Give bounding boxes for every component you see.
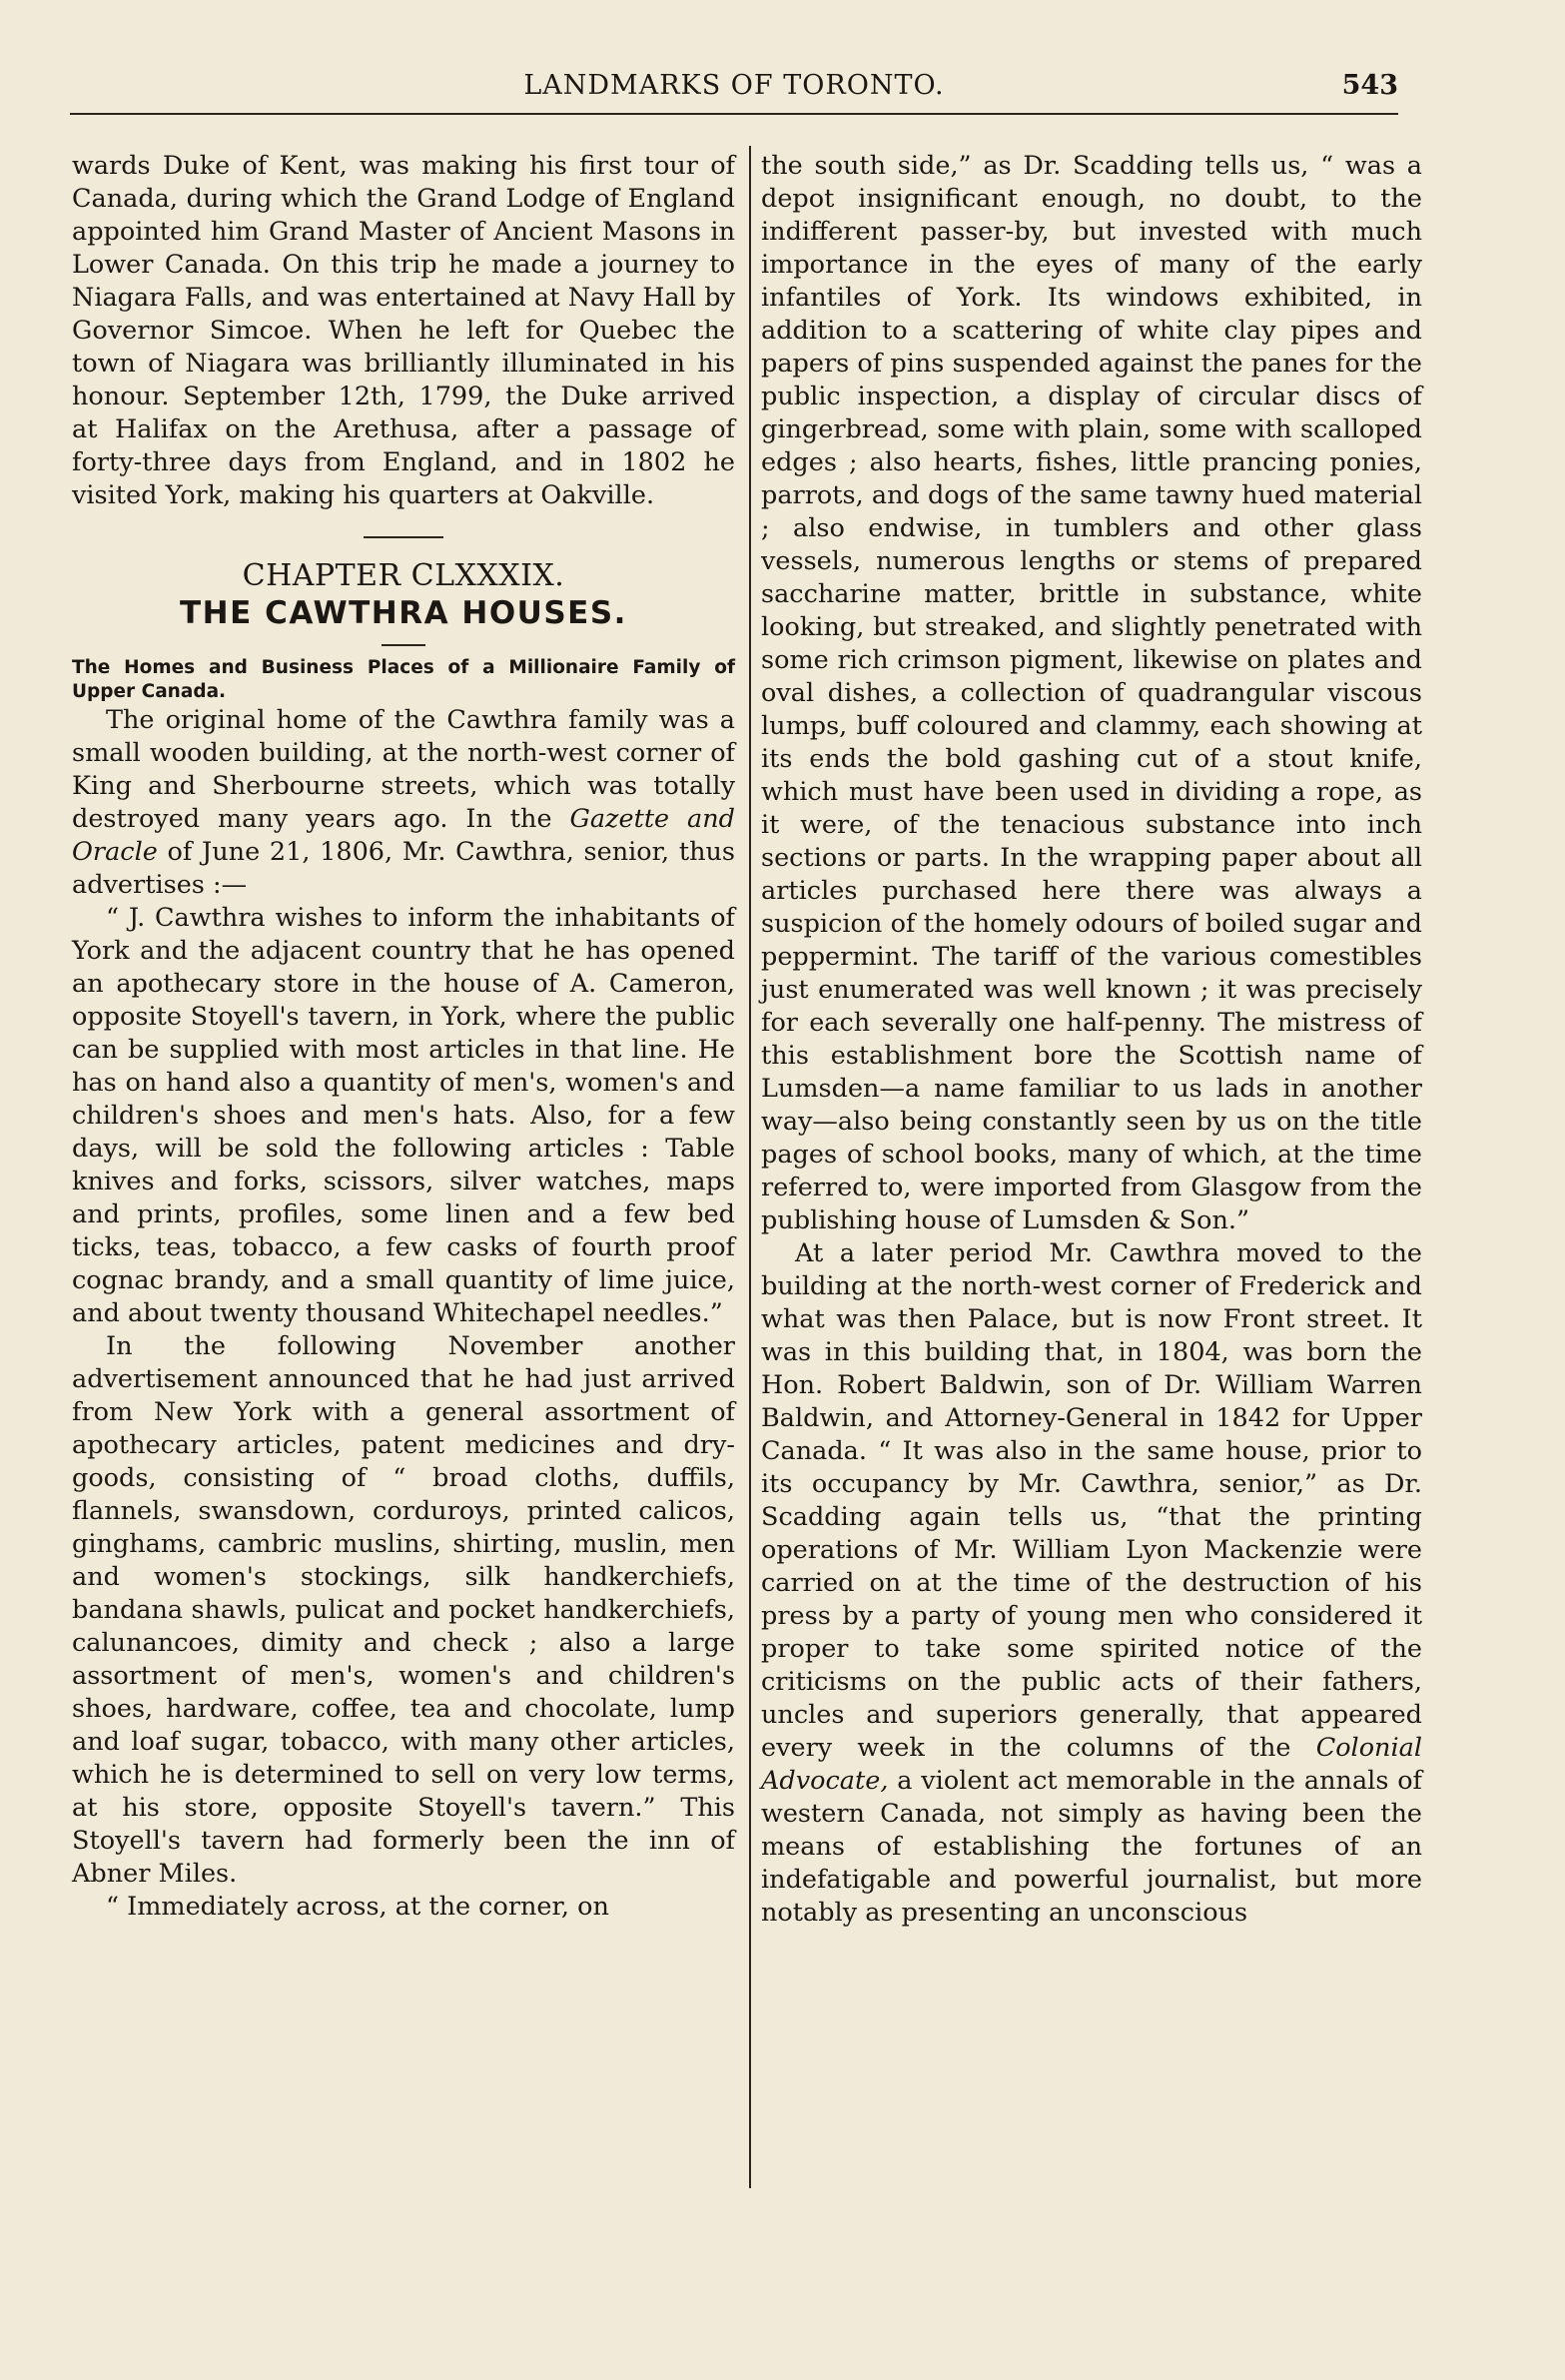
- paragraph-original-home: [72, 704, 735, 902]
- paragraph-immediately-across: “ Immediately across, at the corner, on: [106, 1892, 609, 1922]
- page-header: [70, 70, 1398, 114]
- page-number: 543: [1341, 70, 1398, 101]
- paragraph-november: In the following November another advertisement announced that he had just arrived from New York with a general assortment of apothecary articles, patent medicines and dry-goods, consisting of “ broad cloths, duffils, flannels, swansdown, corduroys, printed calicos, ginghams, cambric muslins, shirting, muslin, men and women's stockings, silk handkerchiefs, bandana shawls, pulicat and pocket handkerchiefs, calunancoes, dimity and check ; also a large assortment of men's, women's and children's shoes, hardware, coffee, tea and chocolate, lump and loaf sugar, tobacco, with many other articles, which he is determined to sell on very low terms, at his store, opposite Stoyell's tavern.” This Stoyell's tavern had formerly been the inn of Abner Miles.: [72, 1331, 735, 1889]
- paragraph-advertisement: “ J. Cawthra wishes to inform the inhabitants of York and the adjacent country that he has opened an apothecary store in the house of A. Cameron, opposite Stoyell's tavern, in York, where the public can be supplied with most articles in that line. He has on hand also a quantity of men's, women's and children's shoes and men's hats. Also, for a few days, will be sold the following articles : Table knives and forks, scissors, silver watches, maps and prints, profiles, some linen and a few bed ticks, teas, tobacco, a few casks of fourth proof cognac brandy, and a small quantity of lime juice, and about twenty thousand Whitechapel needles.”: [72, 903, 735, 1328]
- text-segment: of June 21, 1806, Mr. Cawthra, senior, thus advertises :—: [72, 837, 735, 900]
- left-column: [72, 150, 735, 1924]
- column-divider: [749, 146, 751, 2188]
- chapter-number: CHAPTER CLXXXIX.: [242, 558, 565, 593]
- paragraph-duke-of-kent: wards Duke of Kent, was making his first tour of Canada, during which the Grand Lodge of England appointed him Grand Master of Ancient Masons in Lower Canada. On this trip he made a journey to Niagara Falls, and was entertained at Navy Hall by Governor Simcoe. When he left for Quebec the town of Niagara was brilliantly illuminated in his honour. September 12th, 1799, the Duke arrived at Halifax on the Arethusa, after a passage of forty-three days from England, and in 1802 he visited York, making his quarters at Oakville.: [72, 151, 735, 510]
- section-rule: [364, 536, 443, 538]
- text-segment: At a later period Mr. Cawthra moved to the building at the north-west corner of Frederick and what was then Palace, but is now Front street. It was in this building that, in 1804, was born the Hon. Robert Baldwin, son of Dr. William Warren Baldwin, and Attorney-General in 1842 for Upper Canada. “ It was also in the same house, prior to its occupancy by Mr. Cawthra, senior,” as Dr. Scadding again tells us, “that the printing operations of Mr. William Lyon Mackenzie were carried on at the time of the destruction of his press by a party of young men who considered it proper to take some spirited notice of the criticisms on the public acts of their fathers, uncles and superiors generally, that appeared every week in the columns of the: [761, 1238, 1422, 1763]
- italic-title: Colonial Advocate,: [761, 1733, 1422, 1796]
- paragraph-scadding-quote: the south side,” as Dr. Scadding tells us, “ was a depot insignificant enough, no doubt, to the indifferent passer-by, but invested with much importance in the eyes of many of the early infantiles of York. Its windows exhibited, in addition to a scattering of white clay pipes and papers of pins suspended against the panes for the public inspection, a display of circular discs of gingerbread, some with plain, some with scalloped edges ; also hearts, fishes, little prancing ponies, parrots, and dogs of the same tawny hued material ; also endwise, in tumblers and other glass vessels, numerous lengths or stems of prepared saccharine matter, brittle in substance, white looking, but streaked, and slightly penetrated with some rich crimson pigment, likewise on plates and oval dishes, a collection of quadrangular viscous lumps, buff coloured and clammy, each showing at its ends the bold gashing cut of a stout knife, which must have been used in dividing a rope, as it were, of the tenacious substance into inch sections or parts. In the wrapping paper about all articles purchased here there was always a suspicion of the homely odours of boiled sugar and peppermint. The tariff of the various comestibles just enumerated was well known ; it was precisely for each severally one half-penny. The mistress of this establishment bore the Scottish name of Lumsden—a name familiar to us lads in another way—also being constantly seen by us on the title pages of school books, many of which, at the time referred to, were imported from Glasgow from the publishing house of Lumsden & Son.”: [761, 151, 1422, 1235]
- header-rule: [70, 113, 1398, 115]
- text-segment: a violent act memorable in the annals of western Canada, not simply as having been the means of establishing the fortunes of an indefatigable and powerful journalist, but more notably as presenting an unconscious: [761, 1766, 1422, 1928]
- right-column: [761, 150, 1422, 1930]
- italic-title: Gazette and Oracle: [72, 804, 735, 867]
- text-segment: The original home of the Cawthra family was a small wooden building, at the north-west corner of King and Sherbourne streets, which was totally destroyed many years ago. In the: [72, 705, 735, 834]
- running-title: LANDMARKS OF TORONTO.: [523, 70, 945, 101]
- paragraph-later-period: [761, 1237, 1422, 1930]
- title-rule: [382, 644, 425, 646]
- chapter-subtitle: The Homes and Business Places of a Millionaire Family of Upper Canada.: [72, 657, 735, 702]
- chapter-title: THE CAWTHRA HOUSES.: [180, 595, 627, 631]
